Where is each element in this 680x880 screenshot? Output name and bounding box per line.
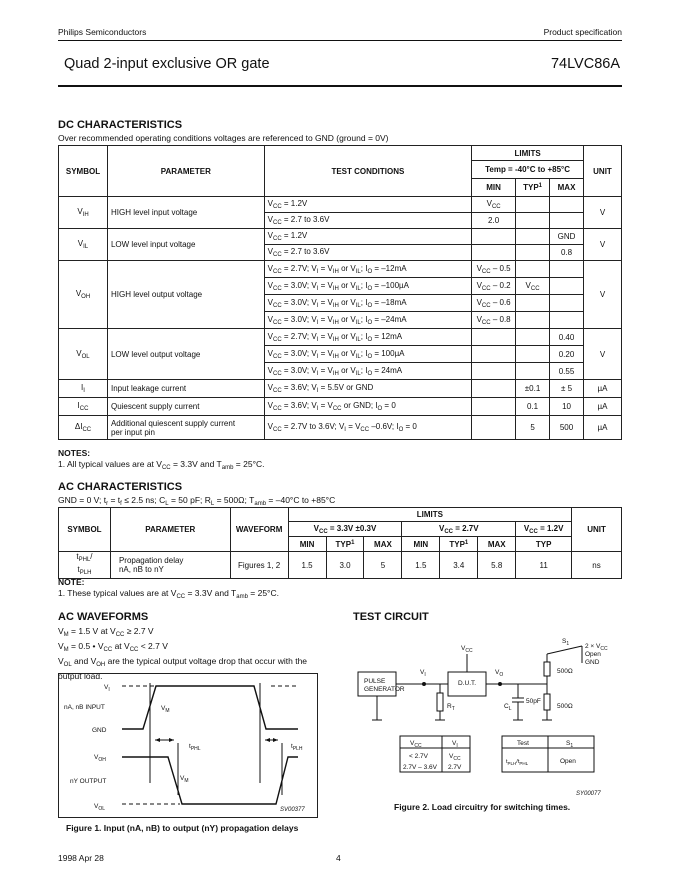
label-tphl: $t_{PHL}$ — [189, 743, 201, 752]
label-input: nA, nB INPUT — [64, 704, 105, 711]
t1-r2a: 2.7V – 3.6V — [403, 764, 437, 771]
sw-opt3: GND — [585, 659, 600, 666]
dc-note-1: 1. All typical values are at $V_{CC} = 3.3V$ and $T_{amb} = 25^\circ C$. — [58, 459, 265, 471]
ac-table — [58, 507, 622, 579]
val: $V_{CC} - 0.2$ — [472, 278, 516, 295]
t2-r1b: Open — [560, 758, 576, 765]
cond: $V_{CC} = 3.6V$; $V_I = V_{CC}$ or GND; $I_O = 0$ — [264, 398, 472, 416]
t2-r1a: $t_{PLH}/t_{PHL}$ — [506, 759, 529, 766]
val: 3.0 — [326, 552, 364, 579]
dc-h-symbol: SYMBOL — [59, 146, 108, 197]
dc-heading: DC CHARACTERISTICS — [58, 119, 183, 131]
ac-conditions: GND = 0 V; $t_r = t_f \le 2.5$ ns; $C_L = 50$ pF; $R_L = 500\Omega$; $T_{amb} = -40^\circ C$ to +85°C — [58, 495, 336, 507]
t1-h2: $V_I$ — [452, 740, 458, 749]
sym-vil: $V_{IL}$ — [59, 229, 108, 261]
cond: $V_{CC} = 3.6V$; $V_I = 5.5V$ or GND — [264, 380, 472, 398]
val: $V_{CC} - 0.5$ — [472, 261, 516, 278]
ac-h-max: MAX — [364, 537, 402, 552]
cond: $V_{CC} = 2.7$ to 3.6V — [264, 245, 472, 261]
dc-h-typ: TYP$^1$ — [516, 179, 550, 197]
waveform-code: SV00377 — [280, 807, 305, 813]
label-vm-in: $V_M$ — [161, 705, 170, 714]
dc-h-min: MIN — [472, 179, 516, 197]
dc-subtitle: Over recommended operating conditions voltages are referenced to GND (ground = 0V) — [58, 133, 389, 143]
label-cl: $C_L$ — [504, 703, 512, 712]
cond: $V_{CC} = 3.0V$; $V_I = V_{IH}$ or $V_{IL}$; $I_O = 24mA$ — [264, 363, 472, 380]
test-circuit-diagram — [352, 628, 622, 798]
cond: $V_{CC} = 2.7$ to 3.6V — [264, 213, 472, 229]
ac-h-group1: $V_{CC} = 3.3V \pm 0.3V$ — [288, 522, 402, 537]
company-name: Philips Semiconductors — [58, 27, 147, 37]
cond: $V_{CC} = 2.7V$ to 3.6V; $V_I = V_{CC}$ –0.6V; $I_O = 0$ — [264, 416, 472, 440]
unit: ns — [572, 552, 622, 579]
figure1-caption: Figure 1. Input (nA, nB) to output (nY) propagation delays — [66, 823, 299, 833]
pulse-text-1: PULSE — [364, 678, 386, 685]
page-number: 4 — [336, 853, 341, 863]
figure2-caption: Figure 2. Load circuitry for switching times. — [394, 802, 571, 812]
t1-r1a: < 2.7V — [409, 753, 428, 760]
label-vcc: $V_{CC}$ — [461, 645, 473, 654]
ac-h-parameter: PARAMETER — [110, 508, 230, 552]
label-rt: $R_T$ — [447, 703, 455, 712]
ac-h-max: MAX — [478, 537, 516, 552]
cond: $V_{CC} = 3.0V$; $V_I = V_{IH}$ or $V_{IL}$; $I_O = 100\mu A$ — [264, 346, 472, 363]
ac-h-min: MIN — [288, 537, 326, 552]
output-waveform — [122, 757, 298, 804]
test-code: SY00077 — [576, 791, 601, 797]
val: 10 — [550, 398, 584, 416]
val: 5 — [516, 416, 550, 440]
cond: $V_{CC} = 3.0V$; $V_I = V_{IH}$ or $V_{IL}$; $I_O = -100\mu A$ — [264, 278, 472, 295]
val: $V_{CC} - 0.8$ — [472, 312, 516, 329]
sym-ii: $I_I$ — [59, 380, 108, 398]
ac-h-limits: LIMITS — [288, 508, 571, 522]
t2-h2: $S_1$ — [566, 740, 574, 749]
unit: V — [584, 229, 622, 261]
val: 0.8 — [550, 245, 584, 261]
dc-h-temp: Temp = -40°C to +85°C — [472, 161, 584, 179]
param-icc: Quiescent supply current — [107, 398, 264, 416]
param-vil: LOW level input voltage — [107, 229, 264, 261]
val: 0.1 — [516, 398, 550, 416]
param-voh: HIGH level output voltage — [107, 261, 264, 329]
ac-h-waveform: WAVEFORM — [230, 508, 288, 552]
part-number: 74LVC86A — [550, 56, 620, 72]
test-circuit-heading: TEST CIRCUIT — [353, 611, 429, 623]
sym-icc: $I_{CC}$ — [59, 398, 108, 416]
t1-r2b: 2.7V — [448, 764, 462, 771]
label-vo: $V_O$ — [495, 669, 504, 678]
ac-h-typ: TYP — [516, 537, 572, 552]
document-type: Product specification — [543, 27, 622, 37]
cond: $V_{CC} = 2.7V$; $V_I = V_{IH}$ or $V_{IL}$; $I_O = -12mA$ — [264, 261, 472, 278]
dut-text: D.U.T. — [458, 680, 477, 687]
label-vi: $V_I$ — [420, 669, 426, 678]
unit: µA — [584, 398, 622, 416]
val: 5 — [364, 552, 402, 579]
ac-note-1: 1. These typical values are at $V_{CC} = 3.3V$ and $T_{amb} = 25^\circ C$. — [58, 588, 279, 600]
cond: $V_{CC} = 3.0V$; $V_I = V_{IH}$ or $V_{IL}$; $I_O = -18mA$ — [264, 295, 472, 312]
dc-table — [58, 145, 622, 440]
label-s1: $S_1$ — [562, 638, 570, 647]
waveform-diagram — [58, 673, 318, 818]
r500-top — [544, 662, 550, 676]
sym-vol: $V_{OL}$ — [59, 329, 108, 380]
label-50pf: 50pF — [526, 698, 541, 705]
dc-h-limits: LIMITS — [472, 146, 584, 161]
cond: $V_{CC} = 1.2V$ — [264, 229, 472, 245]
header-rule — [58, 40, 622, 41]
ac-h-symbol: SYMBOL — [59, 508, 111, 552]
unit: µA — [584, 416, 622, 440]
rt-resistor — [437, 693, 443, 711]
r500-bottom — [544, 694, 550, 710]
ac-h-group2: $V_{CC} = 2.7V$ — [402, 522, 516, 537]
val: 2.0 — [472, 213, 516, 229]
val: 1.5 — [402, 552, 440, 579]
sym-dicc: $\Delta I_{CC}$ — [59, 416, 108, 440]
val: 1.5 — [288, 552, 326, 579]
label-vol: $V_{OL}$ — [94, 803, 106, 812]
dc-notes-label: NOTES: — [58, 448, 91, 458]
t1-r1b: $V_{CC}$ — [449, 753, 461, 762]
val: $V_{CC}$ — [516, 278, 550, 295]
dc-h-test: TEST CONDITIONS — [264, 146, 472, 197]
unit: V — [584, 329, 622, 380]
sym-voh: $V_{OH}$ — [59, 261, 108, 329]
label-500a: 500Ω — [557, 668, 573, 675]
val: 500 — [550, 416, 584, 440]
sw-opt2: Open — [585, 651, 601, 658]
val: $V_{CC} - 0.6$ — [472, 295, 516, 312]
dc-h-max: MAX — [550, 179, 584, 197]
pulse-text-2: GENERATOR — [364, 686, 405, 693]
val: 0.40 — [550, 329, 584, 346]
ac-h-min: MIN — [402, 537, 440, 552]
t2-h1: Test — [517, 740, 529, 747]
unit: V — [584, 261, 622, 329]
ac-h-typ: TYP$^1$ — [440, 537, 478, 552]
label-tplh: $t_{PLH}$ — [291, 743, 303, 752]
ac-symbol: $t_{PHL}/$ $t_{PLH}$ — [59, 552, 111, 579]
cond: $V_{CC} = 1.2V$ — [264, 197, 472, 213]
param-vol: LOW level output voltage — [107, 329, 264, 380]
label-vm-out: $V_M$ — [180, 775, 189, 784]
label-500b: 500Ω — [557, 703, 573, 710]
waveforms-heading: AC WAVEFORMS — [58, 611, 149, 623]
val: 0.20 — [550, 346, 584, 363]
input-waveform — [122, 686, 298, 729]
sw-opt1: $2 \times V_{CC}$ — [585, 643, 608, 652]
ac-note-label: NOTE: — [58, 577, 85, 587]
ac-waveform: Figures 1, 2 — [230, 552, 288, 579]
val: 3.4 — [440, 552, 478, 579]
ac-h-unit: UNIT — [572, 508, 622, 552]
label-voh: $V_{OH}$ — [94, 754, 106, 763]
val: 0.55 — [550, 363, 584, 380]
page-title: Quad 2-input exclusive OR gate — [64, 56, 270, 72]
val: 5.8 — [478, 552, 516, 579]
dc-h-unit: UNIT — [584, 146, 622, 197]
t1-h1: $V_{CC}$ — [410, 740, 422, 749]
param-ii: Input leakage current — [107, 380, 264, 398]
cond: $V_{CC} = 2.7V$; $V_I = V_{IH}$ or $V_{IL}$; $I_O = 12mA$ — [264, 329, 472, 346]
label-vi: $V_I$ — [104, 684, 110, 693]
title-rule — [58, 85, 622, 87]
ac-h-typ: TYP$^1$ — [326, 537, 364, 552]
ac-heading: AC CHARACTERISTICS — [58, 481, 183, 493]
val: $V_{CC}$ — [472, 197, 516, 213]
val: ± 5 — [550, 380, 584, 398]
ac-h-group3: $V_{CC} = 1.2V$ — [516, 522, 572, 537]
unit: V — [584, 197, 622, 229]
waveforms-text: $V_M = 1.5$ V at $V_{CC} \ge 2.7$ V $V_M = 0.5$ • $V_{CC}$ at $V_{CC} < 2.7$ V $V_{OL}$ and $V_{OH}$ are the typical output voltage drop that occur with the output load. — [58, 626, 308, 681]
val: ±0.1 — [516, 380, 550, 398]
footer-date: 1998 Apr 28 — [58, 853, 104, 863]
label-output: nY OUTPUT — [70, 778, 107, 785]
ac-param: Propagation delay nA, nB to nY — [110, 552, 230, 579]
val: GND — [550, 229, 584, 245]
unit: µA — [584, 380, 622, 398]
cond: $V_{CC} = 3.0V$; $V_I = V_{IH}$ or $V_{IL}$; $I_O = -24mA$ — [264, 312, 472, 329]
label-gnd: GND — [92, 727, 107, 734]
switch-s1 — [547, 646, 582, 654]
sym-vih: $V_{IH}$ — [59, 197, 108, 229]
param-vih: HIGH level input voltage — [107, 197, 264, 229]
val: 11 — [516, 552, 572, 579]
dc-h-parameter: PARAMETER — [107, 146, 264, 197]
param-dicc: Additional quiescent supply current per input pin — [107, 416, 264, 440]
